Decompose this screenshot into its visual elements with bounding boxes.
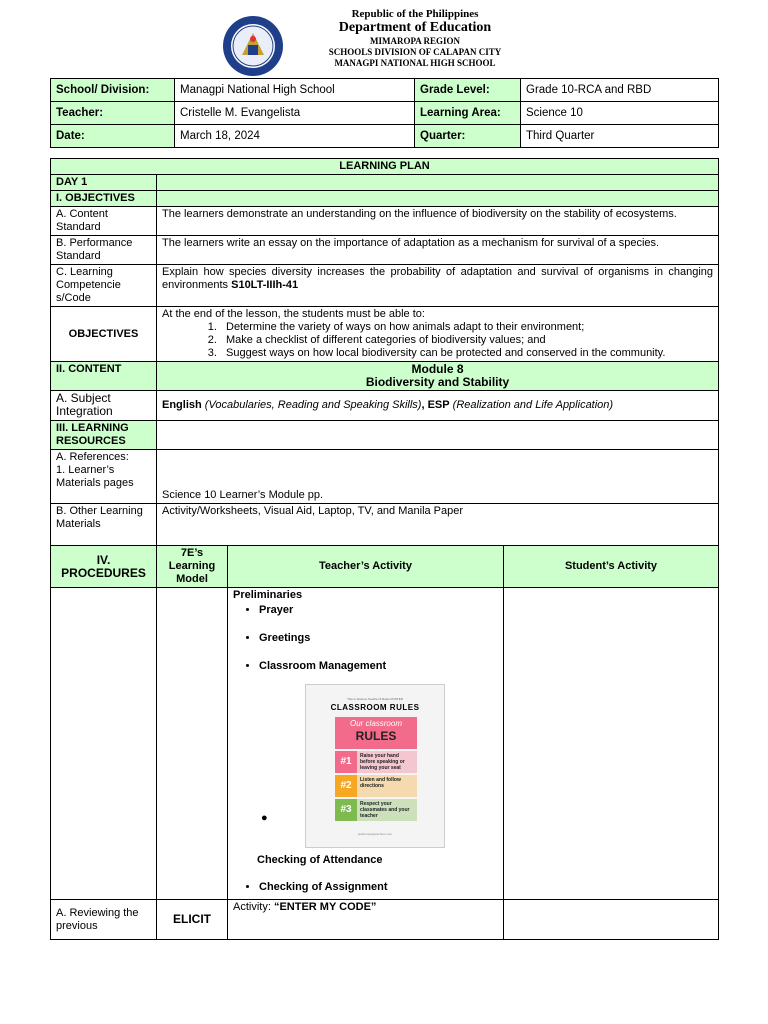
grade-label: Grade Level: xyxy=(415,79,521,102)
grade-value: Grade 10-RCA and RBD xyxy=(521,79,719,102)
poster-rule xyxy=(335,799,417,821)
deped-seal-logo xyxy=(222,15,284,77)
poster-row xyxy=(233,684,498,848)
model-heading: 7E’s Learning Model xyxy=(157,546,228,588)
content-standard-label: A. Content Standard xyxy=(51,207,157,236)
integration-esp-detail: (Realization and Life Application) xyxy=(452,399,614,411)
prelim-item: • Greetings xyxy=(259,632,498,645)
bullet-icon: ● xyxy=(261,812,268,824)
assignment-list xyxy=(233,881,498,894)
poster-heading: CLASSROOM RULES xyxy=(330,703,420,712)
module-title: Biodiversity and Stability xyxy=(365,375,510,389)
preliminaries-list xyxy=(233,604,498,673)
content-heading: II. CONTENT xyxy=(51,362,157,391)
area-label: Learning Area: xyxy=(415,102,521,125)
poster-footer: teacherspayteachers.com xyxy=(357,832,393,836)
other-materials-label: B. Other Learning Materials xyxy=(51,504,157,546)
poster-rule xyxy=(335,775,417,797)
integration-esp: ESP xyxy=(427,399,450,411)
performance-standard-label: B. Performance Standard xyxy=(51,236,157,265)
poster-banner-line1: Our classroom xyxy=(349,719,402,728)
elicit-label: ELICIT xyxy=(157,900,228,940)
area-value: Science 10 xyxy=(521,102,719,125)
resources-heading: III. LEARNING RESOURCES xyxy=(51,421,157,450)
department-text: Department of Education xyxy=(338,20,492,35)
procedures-heading: IV. PROCEDURES xyxy=(51,546,157,588)
integration-label: A. Subject Integration xyxy=(51,391,157,421)
activity-cell xyxy=(228,900,504,940)
classroom-rules-poster xyxy=(305,684,445,848)
competency-code: S10LT-IIIh-41 xyxy=(231,279,299,291)
region-text: MIMAROPA REGION xyxy=(369,36,461,46)
performance-standard-text: The learners write an essay on the importance of adaptation as a mechanism for survival of a species. xyxy=(157,236,719,265)
student-activity-heading: Student’s Activity xyxy=(504,546,719,588)
school-text: MANAGPI NATIONAL HIGH SCHOOL xyxy=(334,58,496,68)
attendance-item: Checking of Attendance xyxy=(257,854,383,866)
objectives-cell xyxy=(157,307,719,362)
activity-name: “ENTER MY CODE” xyxy=(273,901,377,913)
republic-text: Republic of the Philippines xyxy=(351,8,479,20)
poster-rule-text: Respect your classmates and your teacher xyxy=(360,801,410,819)
objectives-list xyxy=(162,321,713,360)
integration-english: English xyxy=(162,399,202,411)
plan-title: LEARNING PLAN xyxy=(51,159,719,175)
assignment-item: • Checking of Assignment xyxy=(259,881,498,894)
student-empty-cell xyxy=(504,588,719,900)
poster-rule xyxy=(335,751,417,773)
school-label: School/ Division: xyxy=(51,79,175,102)
integration-cell: English (Vocabularies, Reading and Speaking Skills), ESP (Realization and Life Application) xyxy=(157,391,719,421)
date-value: March 18, 2024 xyxy=(175,125,415,148)
prelim-item: • Classroom Management xyxy=(259,660,498,673)
procedure-empty-cell xyxy=(51,588,157,900)
teacher-label: Teacher: xyxy=(51,102,175,125)
objectives-heading: I. OBJECTIVES xyxy=(51,191,157,207)
teacher-activity-heading: Teacher’s Activity xyxy=(228,546,504,588)
school-value: Managpi National High School xyxy=(175,79,415,102)
integration-english-detail: (Vocabularies, Reading and Speaking Skills) xyxy=(204,399,422,411)
poster-rule-number: #3 xyxy=(335,799,357,821)
poster-rule-number: #1 xyxy=(335,751,357,773)
poster-rule-number: #2 xyxy=(335,775,357,797)
objective-item: 2. Make a checklist of different categories of biodiversity values; and xyxy=(220,334,713,347)
info-table xyxy=(50,78,719,148)
competency-label: C. Learning Competencie s/Code xyxy=(51,265,157,307)
date-label: Date: xyxy=(51,125,175,148)
learning-plan-table xyxy=(50,158,719,940)
references-label: A. References: xyxy=(56,451,129,463)
objectives-intro: At the end of the lesson, the students must be able to: xyxy=(162,308,425,320)
resources-fill xyxy=(157,421,719,450)
objective-item: 1. Determine the variety of ways on how animals adapt to their environment; xyxy=(220,321,713,334)
poster-rule-text: Raise your hand before speaking or leaving your seat xyxy=(360,753,405,771)
objectives-heading-fill xyxy=(157,191,719,207)
prelim-item: • Prayer xyxy=(259,604,498,617)
reviewing-label: A. Reviewing the previous xyxy=(51,900,157,940)
module-cell xyxy=(157,362,719,391)
module-number: Module 8 xyxy=(411,362,464,376)
other-materials-text: Activity/Worksheets, Visual Aid, Laptop, TV, and Manila Paper xyxy=(157,504,719,546)
objective-item: 3. Suggest ways on how local biodiversity can be protected and conserved in the community. xyxy=(220,347,713,360)
poster-banner xyxy=(335,717,417,749)
poster-rule-text: Listen and follow directions xyxy=(360,777,401,789)
day-fill xyxy=(157,175,719,191)
quarter-value: Third Quarter xyxy=(521,125,719,148)
model-empty-cell xyxy=(157,588,228,900)
references-cell xyxy=(51,450,157,504)
content-standard-text: The learners demonstrate an understanding on the influence of biodiversity on the stability of ecosystems. xyxy=(157,207,719,236)
learners-materials-label: 1. Learner’s Materials pages xyxy=(56,464,134,489)
activity-prefix: Activity: xyxy=(233,901,274,913)
objectives-label: OBJECTIVES xyxy=(51,307,157,362)
teacher-value: Cristelle M. Evangelista xyxy=(175,102,415,125)
learners-materials-text: Science 10 Learner’s Module pp. xyxy=(157,450,719,504)
quarter-label: Quarter: xyxy=(415,125,521,148)
poster-top-text: This is Science Teacher 8 Rules POSTER xyxy=(347,697,403,701)
preliminaries-cell xyxy=(228,588,504,900)
poster-banner-line2: RULES xyxy=(355,729,397,743)
letterhead xyxy=(300,8,530,69)
day-label: DAY 1 xyxy=(51,175,157,191)
activity-student-cell xyxy=(504,900,719,940)
division-text: SCHOOLS DIVISION OF CALAPAN CITY xyxy=(328,47,502,57)
preliminaries-heading: Preliminaries xyxy=(233,589,303,601)
competency-cell xyxy=(157,265,719,307)
competency-text: Explain how species diversity increases the probability of adaptation and survival of organisms in changing environments xyxy=(162,266,714,291)
